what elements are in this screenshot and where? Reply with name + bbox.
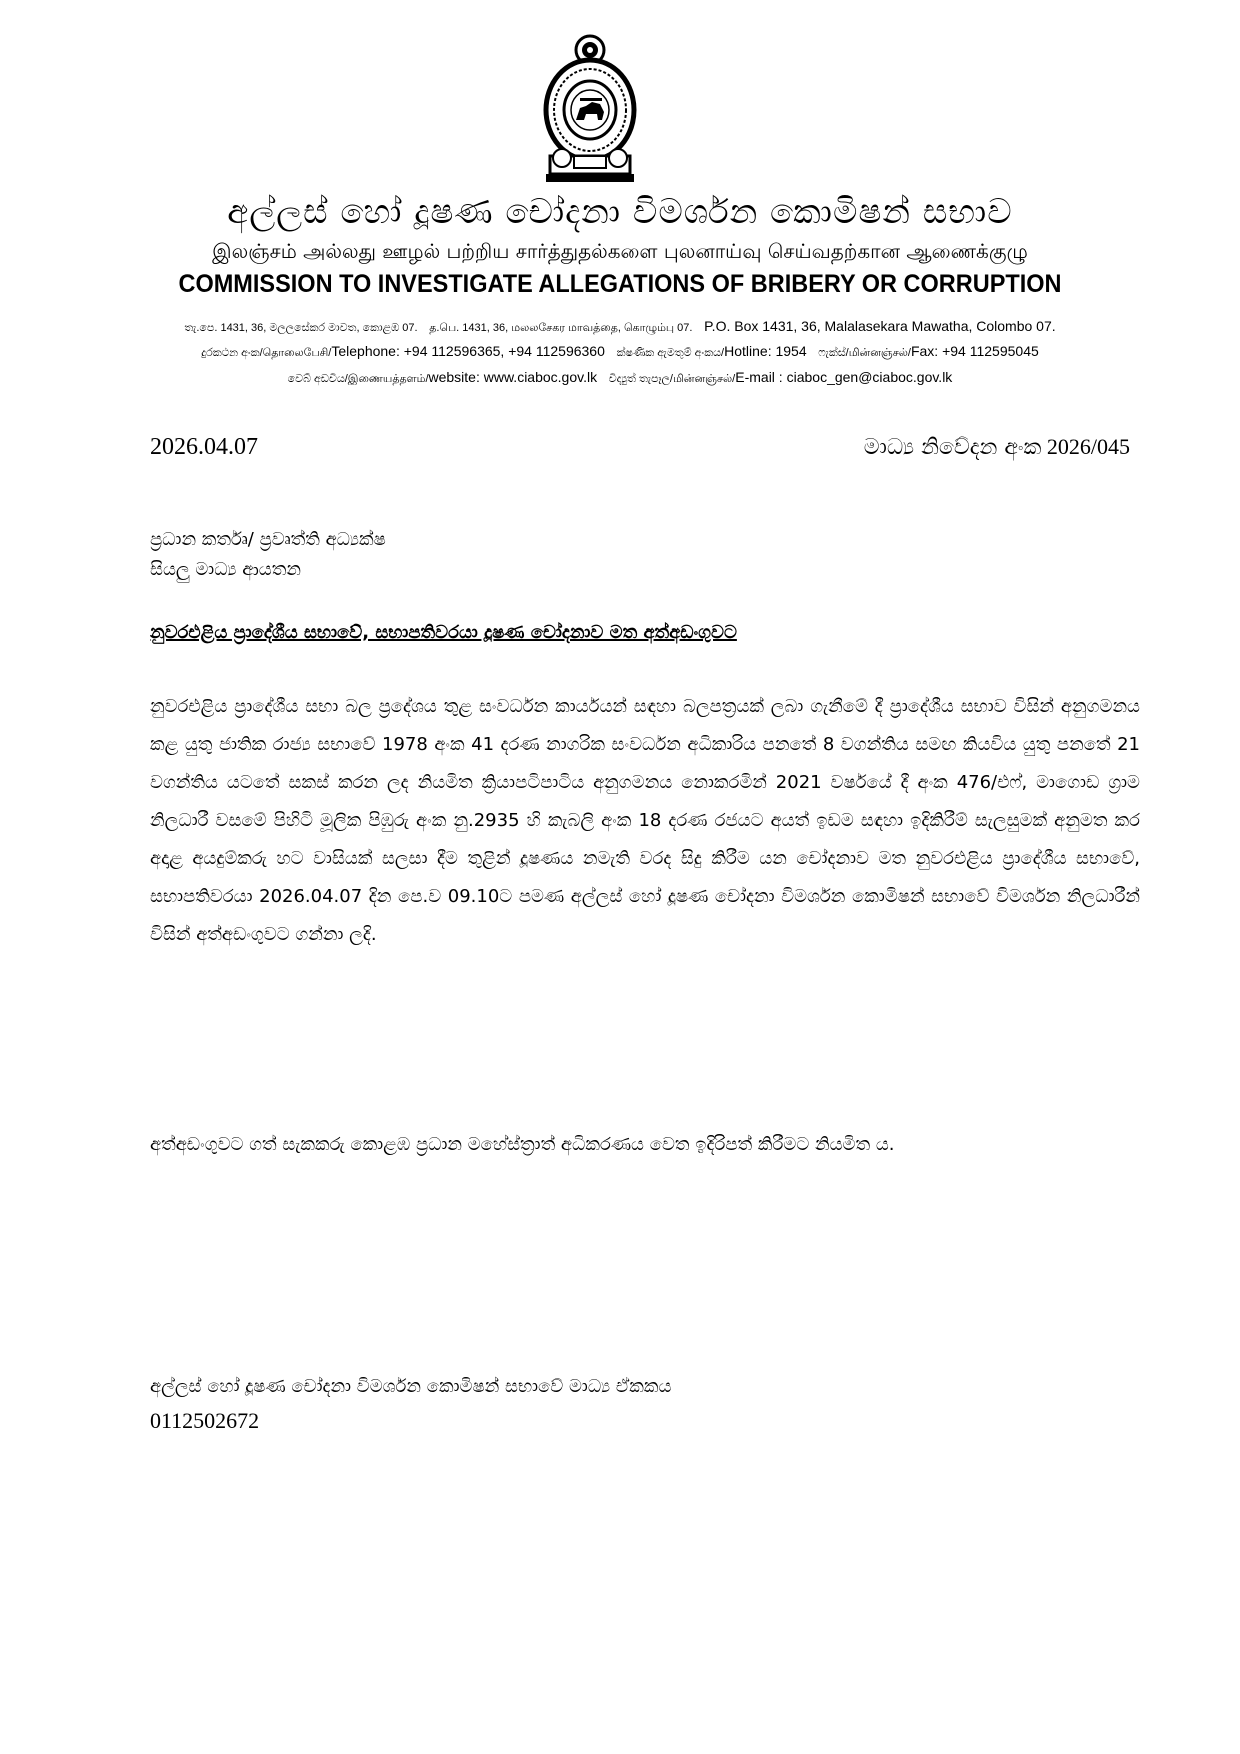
email-link[interactable]: ciaboc_gen@ciaboc.gov.lk xyxy=(786,369,953,385)
signature-block xyxy=(150,1370,671,1438)
release-title: නුවරඑළිය ප්‍රාදේශීය සභාවේ, සභාපතිවරයා දූෂණ චෝදනාව මත අත්අඩංගුවට xyxy=(150,622,737,643)
phone-line xyxy=(0,341,1240,363)
hotline-en-label: Hotline: xyxy=(724,343,772,359)
address-english: P.O. Box 1431, 36, Malalasekara Mawatha, Colombo 07. xyxy=(704,318,1056,334)
fax-en-label: Fax: xyxy=(910,343,939,359)
telephone-label: දුරකථන අංක/தொலைபேசி/ xyxy=(201,347,332,359)
address-tamil: த.பெ. 1431, 36, மலலசேகர மாவத்தை, கொழும்பு 07. xyxy=(429,322,693,334)
media-unit-name: අල්ලස් හෝ දූෂණ චෝදනා විමර්ශන කොමිෂන් සභාවේ මාධ්‍ය ඒකකය xyxy=(150,1376,672,1397)
recipient-line: සියලු මාධ්‍ය ආයතන xyxy=(150,559,301,580)
website-label: වෙබ් අඩවිය/இணையத்தளம்/ xyxy=(287,373,429,385)
hotline-label: ක්ෂණික ඇමතුම් අංකය/ xyxy=(616,347,725,359)
email-en-label: E-mail : xyxy=(735,369,783,385)
hotline-value: 1954 xyxy=(775,343,807,359)
commission-name-sinhala: අල්ලස් හෝ දූෂණ චෝදනා විමර්ශන කොමිෂන් සභාව xyxy=(227,192,1013,232)
postal-address-line xyxy=(0,316,1240,338)
recipient-line: ප්‍රධාන කර්තෘ/ ප්‍රවෘත්ති අධ්‍යක්ෂ xyxy=(150,529,386,550)
email-label: විද්‍යුත් තැපෑල/மின்னஞ்சல்/ xyxy=(608,373,736,385)
telephone-value: +94 112596365, +94 112596360 xyxy=(403,343,605,359)
release-label: මාධ්‍ය නිවේදන අංක xyxy=(863,435,1042,460)
release-reference xyxy=(864,434,1130,460)
recipients-block xyxy=(150,525,386,585)
fax-value: +94 112595045 xyxy=(942,343,1039,359)
website-link[interactable]: www.ciaboc.gov.lk xyxy=(483,369,598,385)
body-paragraph: නුවරඑළිය ප්‍රාදේශීය සභා බල ප්‍රදේශය තුළ සංවර්ධන කාර්යයන් සඳහා බලපත්‍රයක් ලබා ගැනීමේ දී ප්‍රාදේශීය සභාව විසින් අනුගමනය කළ යුතු ජාතික රාජ්‍ය සභාවේ 1978 අංක 41 දරණ නාගරික සංවර්ධන අධිකාරිය පනතේ 8 වගන්තිය සමඟ කියවිය යුතු පනතේ 21 වගන්තිය යටතේ සකස් කරන ලද නියමිත ක්‍රියාපටිපාටිය අනුගමනය නොකරමින් 2021 වර්ෂයේ දී අංක 476/එෆ්, මාගොඩ ග්‍රාම නිලධාරී වසමේ පිහිටි මූලික පිඹුරු අංක නු.2935 හි කැබලි අංක 18 දරණ රජයට අයත් ඉඩම සඳහා ඉදිකිරීම් සැලසුමක් අනුමත කර අදාළ අයදුම්කරු හට වාසියක් සලසා දීම තුළින් දූෂණය නමැති වරද සිදු කිරීම යන චෝදනාව මත නුවරඑළිය ප්‍රාදේශීය සභාවේ, සභාපතිවරයා 2026.04.07 දින පෙ.ව 09.10ට පමණ අල්ලස් හෝ දූෂණ චෝදනා විමර්ශන කොමිෂන් සභාවේ විමර්ශන නිලධාරීන් විසින් අත්අඩංගුවට ගන්නා ලදි. xyxy=(150,696,1140,945)
web-line xyxy=(0,367,1240,389)
fax-label: ෆැක්ස්/மின்னஞ்சல்/ xyxy=(818,347,911,359)
commission-name-english: COMMISSION TO INVESTIGATE ALLEGATIONS OF BRIBERY OR CORRUPTION xyxy=(178,270,1062,298)
commission-name-tamil: இலஞ்சம் அல்லது ஊழல் பற்றிய சார்த்துதல்களை புலனாய்வு செய்வதற்கான ஆணைக்குழு xyxy=(212,239,1028,263)
website-en-label: website: xyxy=(428,369,480,385)
release-date: 2026.04.07 xyxy=(150,434,258,460)
body-paragraph: අත්අඩංගුවට ගත් සැකකරු කොළඹ ප්‍රධාන මහේස්ත්‍රාත් අධිකරණය වෙත ඉදිරිපත් කිරීමට නියමිත ය. xyxy=(150,1134,895,1155)
telephone-en-label: Telephone: xyxy=(331,343,400,359)
media-unit-phone: 0112502672 xyxy=(150,1408,260,1433)
address-sinhala: තැ.පෙ. 1431, 36, මලලසේකර මාවත, කොළඹ 07. xyxy=(184,322,418,334)
release-number: 2026/045 xyxy=(1046,434,1130,459)
national-emblem-icon xyxy=(540,28,640,188)
